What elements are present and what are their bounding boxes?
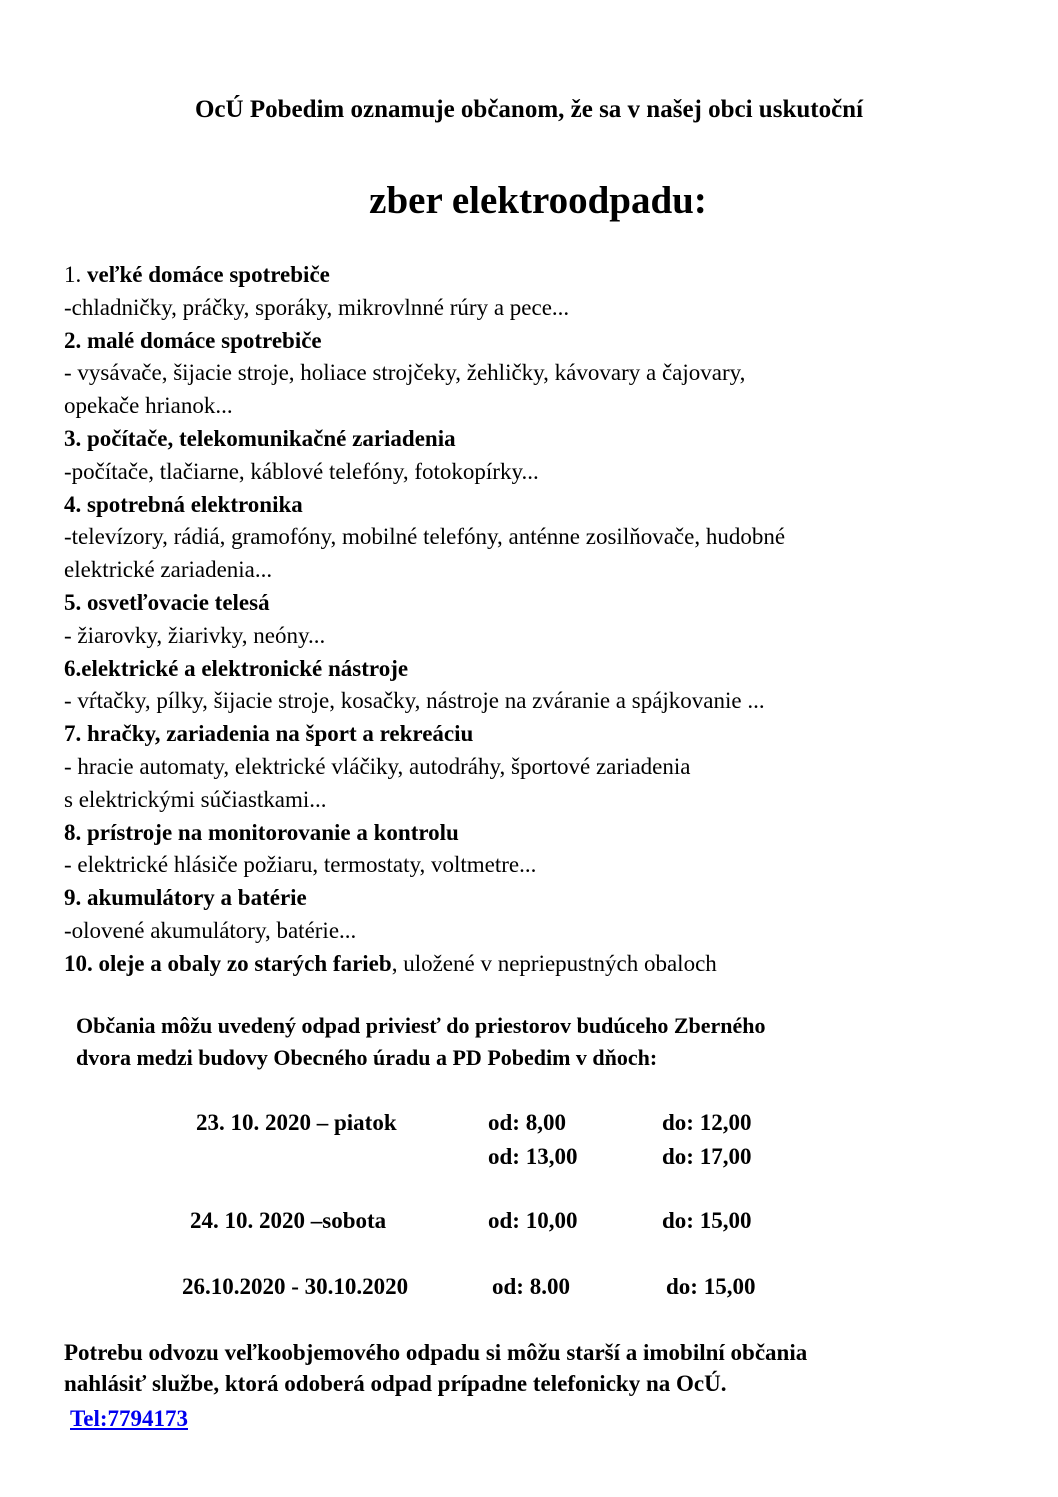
category-number: 3. (64, 425, 82, 451)
category-title: elektrické a elektronické nástroje (81, 655, 409, 681)
footer-note (64, 1337, 1044, 1399)
category-description: s elektrickými súčiastkami... (64, 786, 327, 812)
category-title: akumulátory a batérie (87, 885, 307, 911)
category-number: 7. (64, 721, 82, 747)
category-description: - vŕtačky, pílky, šijacie stroje, kosačky, nástroje na zváranie a spájkovanie ... (64, 688, 765, 714)
footer-line: Potrebu odvozu veľkoobjemového odpadu si môžu starší a imobilní občania (64, 1340, 808, 1365)
category-heading (64, 817, 1024, 850)
category-description: - elektrické hlásiče požiaru, termostaty, voltmetre... (64, 852, 537, 878)
category-description: -olovené akumulátory, batérie... (64, 917, 357, 943)
category-description: - žiarovky, žiarivky, neóny... (64, 622, 326, 648)
category-description: - vysávače, šijacie stroje, holiace strojčeky, žehličky, kávovary a čajovary, (64, 360, 746, 386)
category-heading (64, 489, 1024, 522)
category-title: malé domáce spotrebiče (87, 327, 322, 353)
category-number: 8. (64, 819, 82, 845)
category-number: 4. (64, 491, 82, 517)
collection-notice (76, 1010, 1036, 1074)
category-number: 1. (64, 262, 82, 287)
category-number: 5. (64, 589, 82, 615)
category-title: oleje a obaly zo starých farieb (98, 950, 392, 976)
category-list (64, 259, 1024, 981)
category-number: 2. (64, 327, 82, 353)
category-title: prístroje na monitorovanie a kontrolu (87, 819, 459, 845)
category-suffix: , uložené v nepriepustných obaloch (391, 950, 717, 976)
category-description: -chladničky, práčky, sporáky, mikrovlnné rúry a pece... (64, 294, 570, 320)
category-heading (64, 325, 1024, 358)
schedule-to: do: 12,00 (662, 1110, 752, 1135)
notice-line: dvora medzi budovy Obecného úradu a PD Pobedim v dňoch: (76, 1045, 658, 1070)
category-heading (64, 423, 1024, 456)
category-heading (64, 948, 1024, 981)
schedule-to: do: 15,00 (666, 1274, 756, 1299)
footer-line: nahlásiť službe, ktorá odoberá odpad prípadne telefonicky na OcÚ. (64, 1371, 727, 1396)
schedule-from: od: 8.00 (492, 1274, 570, 1299)
category-heading (64, 653, 1024, 686)
schedule-date: 26.10.2020 - 30.10.2020 (182, 1274, 409, 1299)
phone-link[interactable]: Tel:7794173 (70, 1406, 188, 1431)
schedule-to: do: 17,00 (662, 1144, 752, 1169)
category-heading (64, 718, 1024, 751)
category-heading (64, 259, 1024, 292)
schedule-to: do: 15,00 (662, 1208, 752, 1233)
schedule-from: od: 8,00 (488, 1110, 566, 1135)
category-title: hračky, zariadenia na šport a rekreáciu (87, 721, 474, 747)
category-heading (64, 587, 1024, 620)
announcement-header: OcÚ Pobedim oznamuje občanom, že sa v našej obci uskutoční (194, 96, 864, 123)
category-description: elektrické zariadenia... (64, 557, 273, 583)
category-title: veľké domáce spotrebiče (87, 262, 330, 287)
category-number: 9. (64, 885, 82, 911)
category-title: spotrebná elektronika (87, 491, 303, 517)
page-title: zber elektroodpadu: (369, 179, 707, 222)
category-title: osvetľovacie telesá (87, 589, 270, 615)
category-description: opekače hrianok... (64, 393, 233, 419)
category-number: 6. (64, 655, 82, 681)
category-description: -televízory, rádiá, gramofóny, mobilné telefóny, anténne zosilňovače, hudobné (64, 524, 786, 550)
schedule-date: 24. 10. 2020 –sobota (190, 1208, 387, 1233)
schedule-date: 23. 10. 2020 – piatok (196, 1110, 397, 1135)
schedule-from: od: 10,00 (488, 1208, 578, 1233)
category-heading (64, 882, 1024, 915)
category-description: - hracie automaty, elektrické vláčiky, autodráhy, športové zariadenia (64, 753, 691, 779)
notice-line: Občania môžu uvedený odpad priviesť do priestorov budúceho Zberného (76, 1013, 766, 1038)
category-title: počítače, telekomunikačné zariadenia (87, 425, 456, 451)
category-number: 10. (64, 950, 93, 976)
schedule-from: od: 13,00 (488, 1144, 578, 1169)
category-description: -počítače, tlačiarne, káblové telefóny, fotokopírky... (64, 458, 539, 484)
